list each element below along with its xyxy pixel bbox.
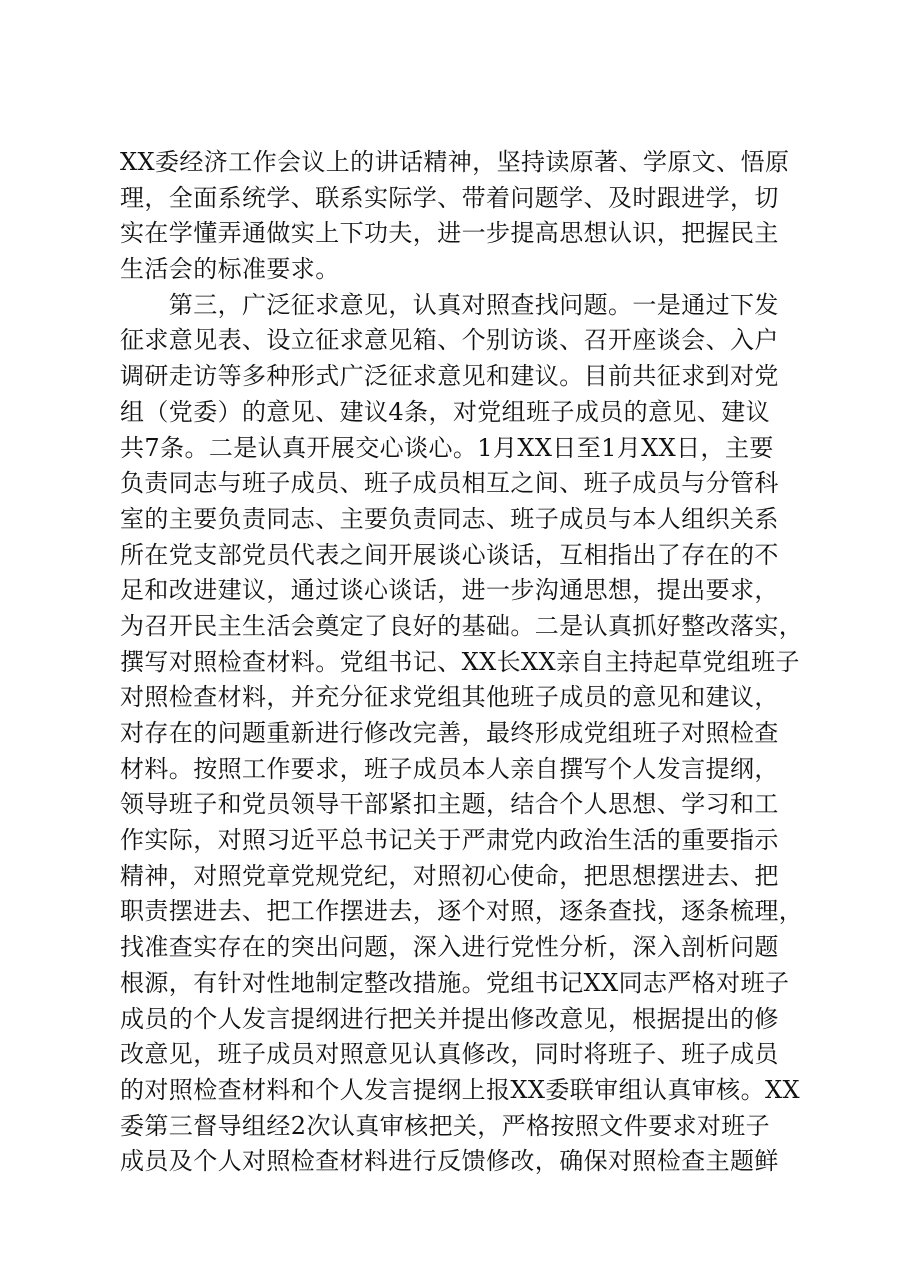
text-line: 实在学懂弄通做实上下功夫，进一步提高思想认识，把握民主 bbox=[120, 219, 779, 248]
text-line: 委第三督导组经2次认真审核把关，严格按照文件要求对班子 bbox=[120, 1111, 771, 1140]
text-line: XX委经济工作会议上的讲话精神，坚持读原著、学原文、悟原 bbox=[120, 148, 790, 176]
text-line: 材料。按照工作要求，班子成员本人亲自撰写个人发言提纲， bbox=[120, 754, 779, 783]
text-line: 对照检查材料，并充分征求党组其他班子成员的意见和建议， bbox=[120, 683, 779, 712]
text-line: 负责同志与班子成员、班子成员相互之间、班子成员与分管科 bbox=[120, 469, 779, 498]
text-line: 共7条。二是认真开展交心谈心。1月XX日至1月XX日，主要 bbox=[120, 433, 774, 462]
text-line: 撰写对照检查材料。党组书记、XX长XX亲自主持起草党组班子 bbox=[120, 647, 800, 676]
text-line: 改意见，班子成员对照意见认真修改，同时将班子、班子成员 bbox=[120, 1040, 779, 1069]
text-line: 领导班子和党员领导干部紧扣主题，结合个人思想、学习和工 bbox=[120, 790, 779, 819]
text-line: 找准查实存在的突出问题，深入进行党性分析，深入剖析问题 bbox=[120, 933, 779, 962]
paragraph-start-line: 第三，广泛征求意见，认真对照查找问题。一是通过下发 bbox=[120, 290, 779, 319]
text-line: 室的主要负责同志、主要负责同志、班子成员与本人组织关系 bbox=[120, 504, 779, 533]
text-line: 组（党委）的意见、建议4条，对党组班子成员的意见、建议 bbox=[120, 397, 771, 426]
text-line: 征求意见表、设立征求意见箱、个别访谈、召开座谈会、入户 bbox=[120, 326, 779, 355]
text-line: 成员及个人对照检查材料进行反馈修改，确保对照检查主题鲜 bbox=[120, 1147, 779, 1176]
text-line: 作实际，对照习近平总书记关于严肃党内政治生活的重要指示 bbox=[120, 826, 779, 855]
document-body bbox=[120, 145, 810, 1180]
text-line: 为召开民主生活会奠定了良好的基础。二是认真抓好整改落实， bbox=[120, 611, 804, 640]
text-line: 的对照检查材料和个人发言提纲上报XX委联审组认真审核。XX bbox=[120, 1075, 800, 1104]
text-line: 理，全面系统学、联系实际学、带着问题学、及时跟进学，切 bbox=[120, 183, 779, 212]
text-line: 调研走访等多种形式广泛征求意见和建议。目前共征求到对党 bbox=[120, 362, 779, 391]
text-line: 生活会的标准要求。 bbox=[120, 255, 340, 284]
text-line: 根源，有针对性地制定整改措施。党组书记XX同志严格对班子 bbox=[120, 968, 790, 997]
text-line: 所在党支部党员代表之间开展谈心谈话，互相指出了存在的不 bbox=[120, 540, 779, 569]
text-line: 精神，对照党章党规党纪，对照初心使命，把思想摆进去、把 bbox=[120, 861, 779, 890]
text-line: 成员的个人发言提纲进行把关并提出修改意见，根据提出的修 bbox=[120, 1004, 779, 1033]
text-line: 职责摆进去、把工作摆进去，逐个对照，逐条查找，逐条梳理， bbox=[120, 897, 804, 926]
text-line: 足和改进建议，通过谈心谈话，进一步沟通思想，提出要求， bbox=[120, 576, 779, 605]
text-line: 对存在的问题重新进行修改完善，最终形成党组班子对照检查 bbox=[120, 719, 779, 747]
